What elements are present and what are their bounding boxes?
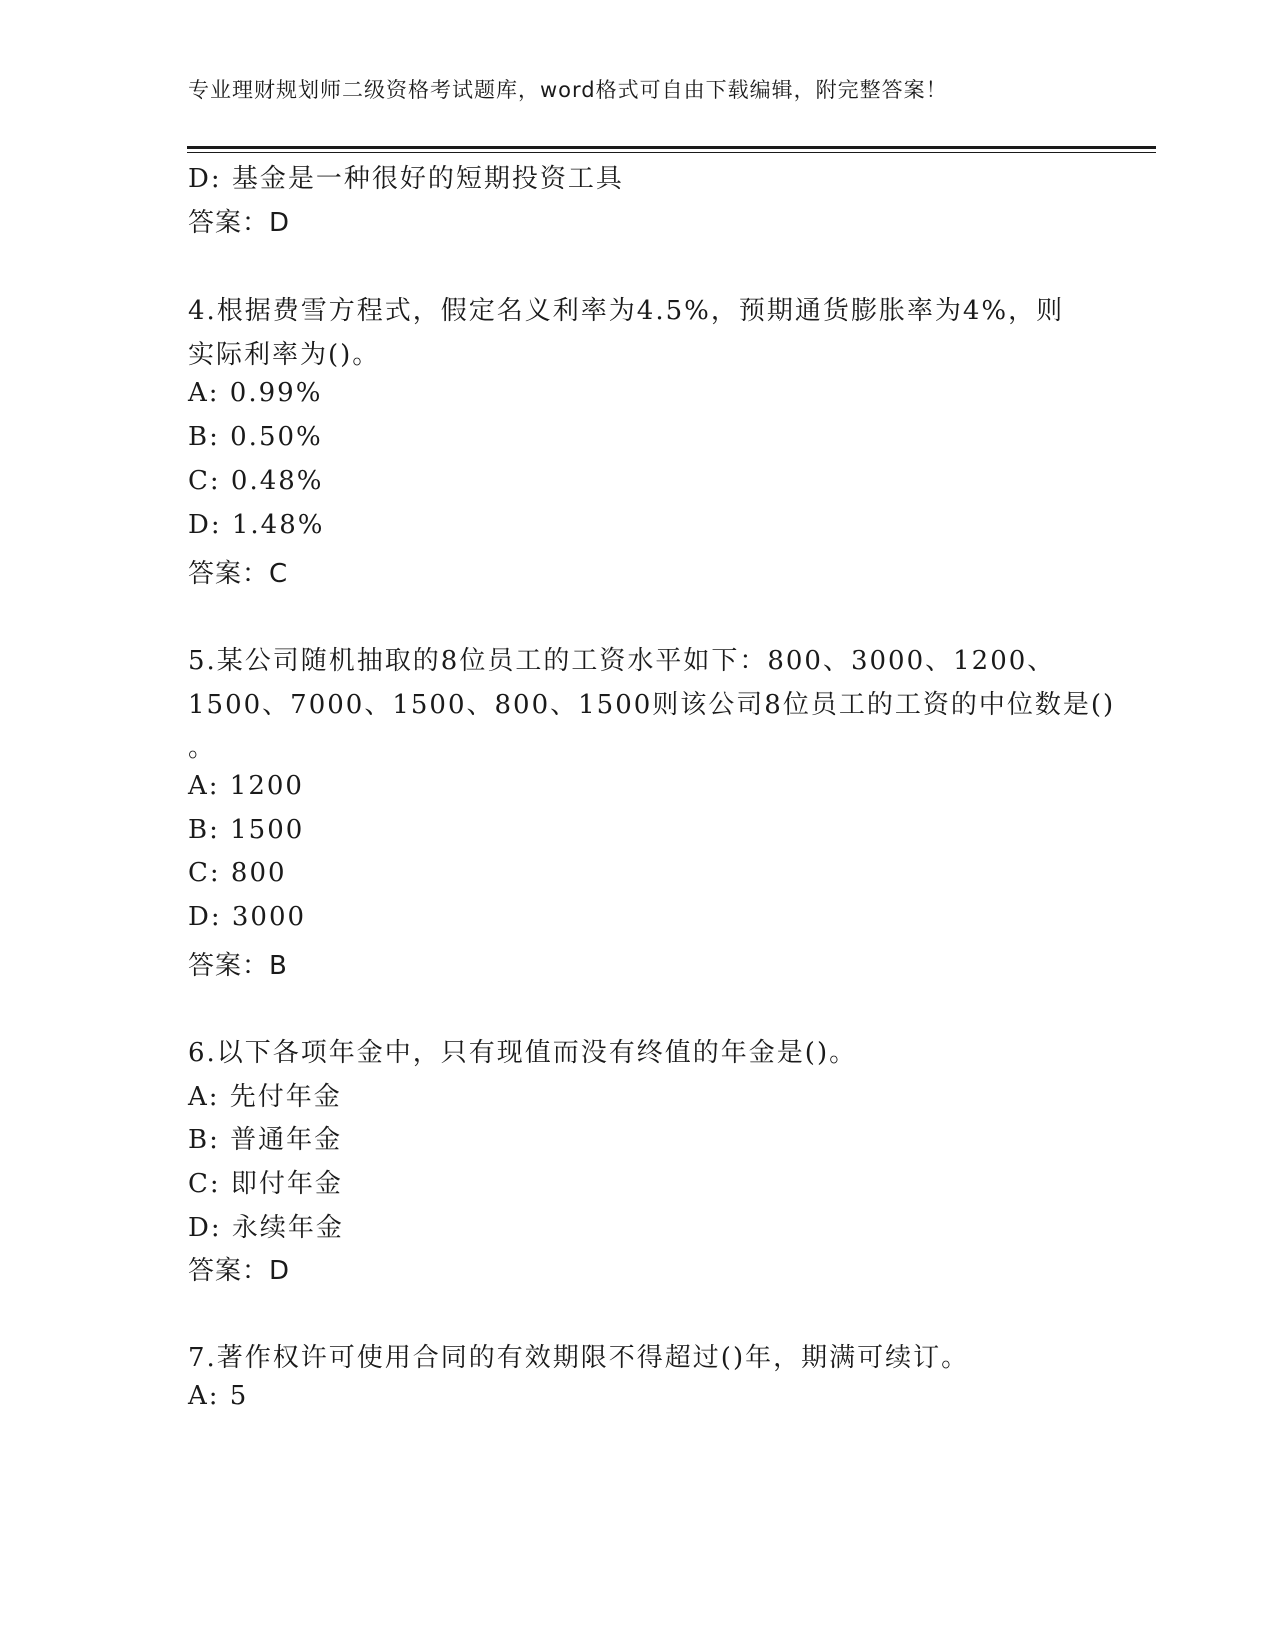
q4-option-c: C: 0.48% xyxy=(188,466,324,496)
q6-option-c: C: 即付年金 xyxy=(188,1169,343,1199)
q4-option-b: B: 0.50% xyxy=(188,422,323,452)
q6-option-d: D: 永续年金 xyxy=(188,1213,344,1243)
q5-option-d: D: 3000 xyxy=(188,902,307,932)
header-rule-thick xyxy=(187,146,1156,149)
prev-answer: 答案：D xyxy=(188,208,291,238)
q5-option-a: A: 1200 xyxy=(188,771,304,801)
q5-option-c: C: 800 xyxy=(188,858,287,888)
q6-option-b: B: 普通年金 xyxy=(188,1125,343,1155)
page-header: 专业理财规划师二级资格考试题库，word格式可自由下载编辑，附完整答案！ xyxy=(188,78,948,102)
q4-answer: 答案：C xyxy=(188,559,289,589)
q4-stem-line2: 实际利率为()。 xyxy=(188,340,381,370)
q4-stem-line1: 4.根据费雪方程式，假定名义利率为4.5%，预期通货膨胀率为4%，则 xyxy=(188,296,1065,326)
q5-stem-line3: 。 xyxy=(188,733,217,763)
q7-stem-line1: 7.著作权许可使用合同的有效期限不得超过()年，期满可续订。 xyxy=(188,1343,970,1373)
q6-stem-line1: 6.以下各项年金中，只有现值而没有终值的年金是()。 xyxy=(188,1038,858,1068)
q4-option-a: A: 0.99% xyxy=(188,378,323,408)
q5-answer: 答案：B xyxy=(188,951,288,981)
q7-option-a: A: 5 xyxy=(188,1381,249,1411)
q5-stem-line2: 1500、7000、1500、800、1500则该公司8位员工的工资的中位数是() xyxy=(188,690,1116,720)
q5-stem-line1: 5.某公司随机抽取的8位员工的工资水平如下：800、3000、1200、 xyxy=(188,646,1056,676)
q6-option-a: A: 先付年金 xyxy=(188,1082,342,1112)
q5-option-b: B: 1500 xyxy=(188,815,305,845)
header-rule-thin xyxy=(187,152,1156,153)
q4-option-d: D: 1.48% xyxy=(188,510,325,540)
prev-option-d: D: 基金是一种很好的短期投资工具 xyxy=(188,164,624,194)
q6-answer: 答案：D xyxy=(188,1256,291,1286)
